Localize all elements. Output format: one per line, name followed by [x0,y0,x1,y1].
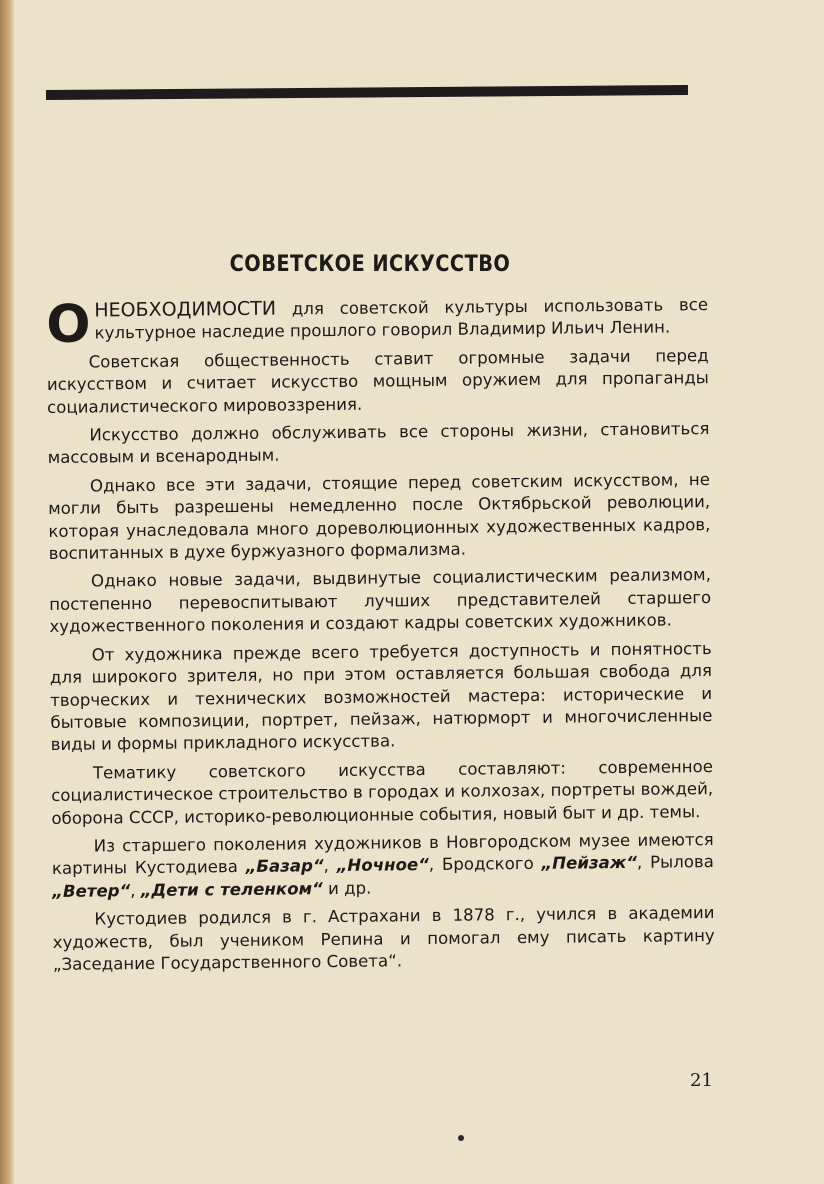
paragraph-8-text: и др. [322,878,372,898]
chapter-heading: СОВЕТСКОЕ ИСКУССТВО [229,252,511,277]
paragraph-7: Тематику советского искусства составляют: современное социалистическое строительство в городах и колхозах, портреты вождей, оборона СССР, историко-революционные события, новый быт и др. темы. [51,756,714,828]
book-spine-edge [0,0,14,1184]
lead-caps: НЕОБХОДИМОСТИ [94,297,277,322]
paragraph-9: Кустодиев родился в г. Астрахани в 1878 г., учился в академии художеств, был учеником Репина и помогал ему писать картину „Заседание Государственного Совета“. [52,903,715,974]
paragraph-8-text: , [323,856,337,876]
artwork-title: „Пейзаж“ [541,853,638,874]
paragraph-8-text: , Рылова [636,852,714,873]
paragraph-8-text: , [130,880,141,900]
ink-speck [458,1135,464,1141]
paragraph-8 [52,829,715,903]
artwork-title: „Дети с теленком“ [140,878,323,900]
paragraph-1 [45,293,709,355]
artwork-title: „Базар“ [245,856,324,877]
paragraph-1-text: для советской культуры использовать все культурное наследие прошлого говорил Владимир Ильич Ленин. [94,295,709,343]
paragraph-6: От художника прежде всего требуется доступность и понятность для широкого зрителя, но при этом оставляется большая свобода для творческих и технических возможностей мастера: исторические и бытовые композиции, портрет, пейзаж, натюрморт и многочисленные виды и формы прикладного искусства. [49,638,713,755]
body-text [46,293,715,982]
paragraph-2: Советская общественность ставит огромные задачи перед искусством и считает искусство мощным оружием для пропаганды социалистического мировоззрения. [46,345,709,417]
paragraph-8-text: , Бродского [428,854,542,875]
artwork-title: „Ночное“ [336,855,429,876]
artwork-title: „Ветер“ [52,880,131,901]
paragraph-8-text: Из старшего поколения художников в Новгородском музее имеются картины Кустодиева [51,829,714,879]
drop-cap: О [45,294,91,355]
paragraph-3: Искусство должно обслуживать все стороны жизни, становиться массовым и всенародным. [47,419,710,468]
page-number: 21 [690,1070,713,1091]
paragraph-5: Однако новые задачи, выдвинутые социалистическим реализмом, постепенно перевоспитывают лучших представителей старшего художественного поколения и создают кадры советских художников. [49,565,712,637]
paragraph-4: Однако все эти задачи, стоящие перед советским искусством, не могли быть разрешены немедленно после Октябрьской революции, которая унаследовала много дореволюционных художественных кадров, воспитанных в духе буржуазного формализма. [48,469,711,564]
